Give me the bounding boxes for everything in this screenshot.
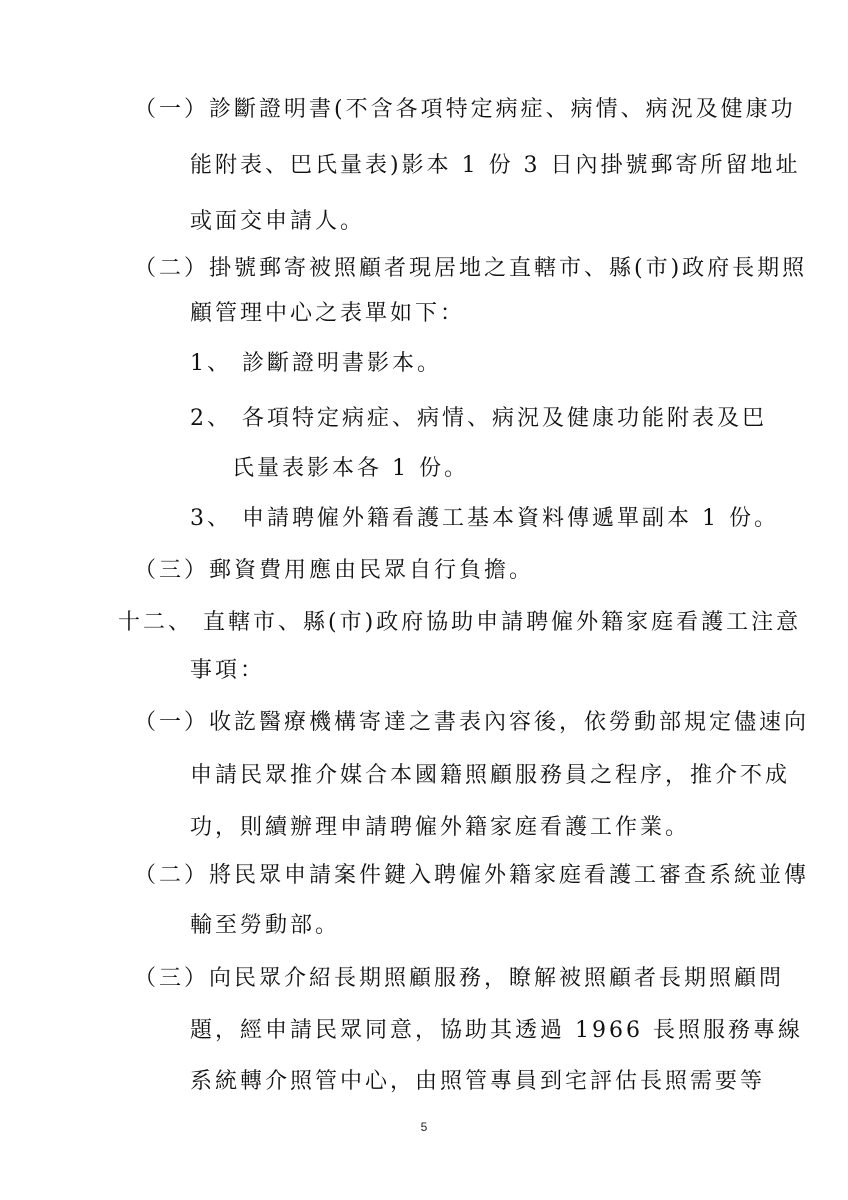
text-line: 題，經申請民眾同意，協助其透過 1966 長照服務專線 — [190, 1018, 803, 1043]
text-line: （三）向民眾介紹長期照顧服務，瞭解被照顧者長期照顧問 — [134, 966, 785, 991]
text-line: （二）將民眾申請案件鍵入聘僱外籍家庭看護工審查系統並傳 — [134, 863, 810, 888]
text-line: 顧管理中心之表單如下： — [190, 301, 466, 326]
text-line: 功，則續辦理申請聘僱外籍家庭看護工作業。 — [190, 815, 691, 840]
text-line: 十二、 直轄市、縣(市)政府協助申請聘僱外籍家庭看護工注意 — [118, 610, 802, 635]
text-line: （三）郵資費用應由民眾自行負擔。 — [134, 558, 535, 583]
text-line: 3、 申請聘僱外籍看護工基本資料傳遞單副本 1 份。 — [190, 506, 779, 531]
text-line: 系統轉介照管中心，由照管專員到宅評估長照需要等 — [190, 1069, 766, 1094]
text-line: 輸至勞動部。 — [190, 913, 341, 938]
text-line: 事項： — [190, 658, 266, 683]
text-line: 氏量表影本各 1 份。 — [232, 456, 469, 481]
text-line: （一）收訖醫療機構寄達之書表內容後，依勞動部規定儘速向 — [134, 710, 810, 735]
text-line: （二）掛號郵寄被照顧者現居地之直轄市、縣(市)政府長期照 — [134, 256, 808, 281]
text-line: 1、 診斷證明書影本。 — [190, 351, 442, 376]
text-line: 申請民眾推介媒合本國籍照顧服務員之程序，推介不成 — [190, 763, 791, 788]
text-line: 2、 各項特定病症、病情、病況及健康功能附表及巴 — [190, 406, 767, 431]
text-line: （一）診斷證明書(不含各項特定病症、病情、病況及健康功 — [134, 97, 796, 122]
text-line: 能附表、巴氏量表)影本 1 份 3 日內掛號郵寄所留地址 — [190, 153, 801, 178]
page-number: 5 — [420, 1120, 428, 1134]
text-line: 或面交申請人。 — [190, 209, 366, 234]
